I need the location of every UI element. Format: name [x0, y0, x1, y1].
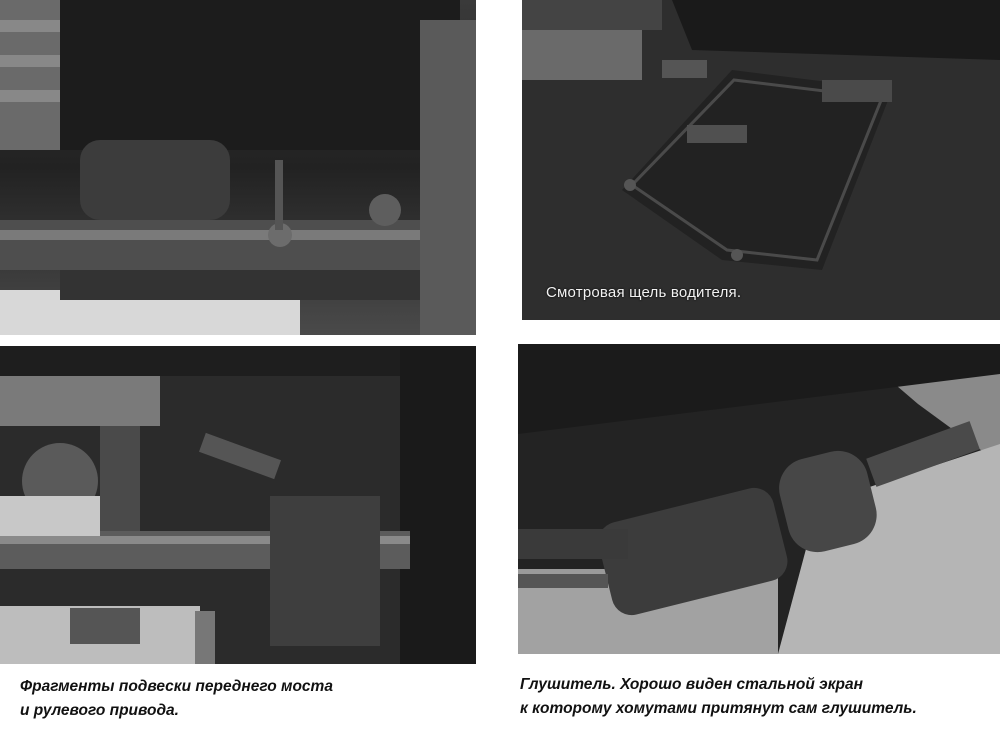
photo-front-suspension-top: [0, 0, 476, 335]
photo-muffler-image: [518, 344, 1000, 654]
photo-muffler: [518, 344, 1000, 654]
photo-driver-vision-slit: [522, 0, 1000, 320]
photo-steering-linkage-image: [0, 346, 476, 664]
caption-muffler: [520, 673, 980, 721]
photo-driver-vision-slit-caption: Смотровая щель водителя.: [546, 284, 742, 301]
photo-steering-linkage: [0, 346, 476, 664]
photo-driver-vision-slit-image: [522, 0, 1000, 320]
caption-muffler-line-2: к которому хомутами притянут сам глушитель.: [520, 700, 917, 717]
photo-front-suspension-top-image: [0, 0, 476, 335]
caption-front-suspension: [20, 675, 440, 723]
caption-front-suspension-line-1: Фрагменты подвески переднего моста: [20, 678, 333, 695]
caption-muffler-line-1: Глушитель. Хорошо виден стальной экран: [520, 676, 864, 693]
caption-front-suspension-line-2: и рулевого привода.: [20, 702, 179, 719]
